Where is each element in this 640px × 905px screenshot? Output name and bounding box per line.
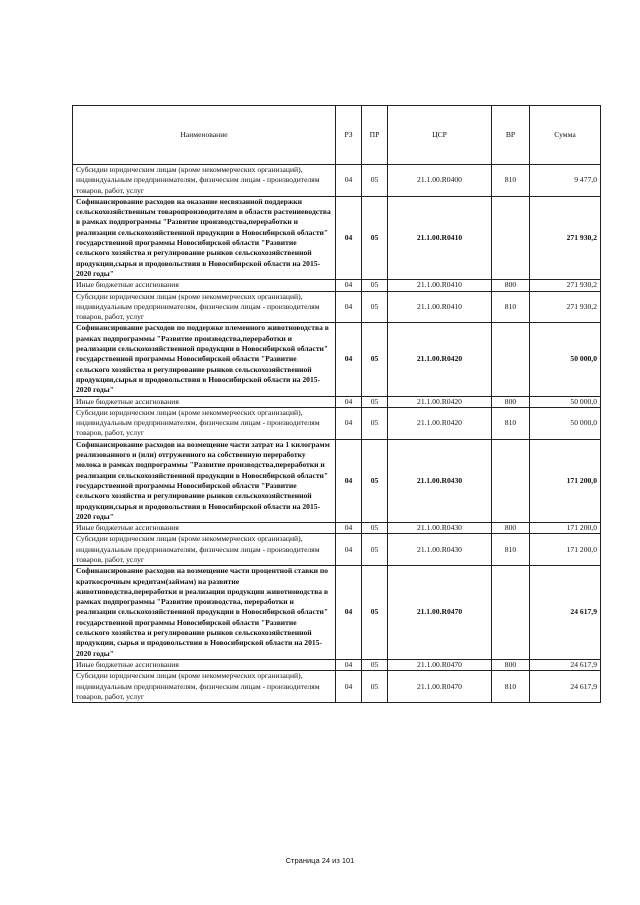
header-sum: Сумма [530, 106, 601, 165]
row-name-cell: Софинансирование расходов на возмещение части процентной ставки по краткосрочным кредитам(займам) на развитие животноводства,переработки и реализации продукции животноводства в рамках подпрограммы "Развитие производства, переработки и реализации сельскохозяйственной продукции в Новосибирской области" государственной программы Новосибирской области "Развитие сельского хозяйства и регулирование рынков сельскохозяйственной продукции, сырья и продовольствия в Новосибирской области на 2015-2020 годы" [73, 566, 336, 660]
row-csr-cell: 21.1.00.R0420 [388, 323, 492, 396]
row-vr-cell: 810 [492, 165, 530, 197]
row-name-cell: Софинансирование расходов по поддержке племенного животноводства в рамках подпрограммы "Развитие производства,переработки и реализации сельскохозяйственной продукции в Новосибирской области" государственной программы Новосибирской области "Развитие сельского хозяйства и регулирование рынков сельскохозяйственной продукции,сырья и продовольствия в Новосибирской области на 2015-2020 годы" [73, 323, 336, 396]
row-rz-cell: 04 [336, 396, 362, 407]
table-row [73, 523, 601, 534]
row-vr-cell: 810 [492, 671, 530, 703]
row-name-cell: Софинансирование расходов на возмещение части затрат на 1 килограмм реализованного и (или) отгруженного на собственную переработку молока в рамках подпрограммы "Развитие производства,переработки и реализации сельскохозяйственной продукции в Новосибирской области" государственной программы Новосибирской области "Развитие сельского хозяйства и регулирование рынков сельскохозяйственной продукции,сырья и продовольствия в Новосибирской области на 2015-2020 годы" [73, 439, 336, 522]
table-row [73, 196, 601, 279]
row-sum-cell: 50 000,0 [530, 396, 601, 407]
table-header-row [73, 106, 601, 165]
row-sum-cell: 171 200,0 [530, 439, 601, 522]
table-row [73, 407, 601, 439]
row-vr-cell: 800 [492, 523, 530, 534]
row-sum-cell: 171 200,0 [530, 523, 601, 534]
header-csr: ЦСР [388, 106, 492, 165]
header-rz: РЗ [336, 106, 362, 165]
row-pr-cell: 05 [362, 671, 388, 703]
row-rz-cell: 04 [336, 523, 362, 534]
row-pr-cell: 05 [362, 523, 388, 534]
table-row [73, 165, 601, 197]
row-rz-cell: 04 [336, 291, 362, 323]
table-row [73, 566, 601, 660]
row-rz-cell: 04 [336, 671, 362, 703]
row-csr-cell: 21.1.00.R0410 [388, 291, 492, 323]
row-name-cell: Субсидии юридическим лицам (кроме некоммерческих организаций), индивидуальным предпринимателям, физическим лицам - производителям товаров, работ, услуг [73, 671, 336, 703]
table-body [73, 106, 601, 703]
table-row [73, 659, 601, 670]
row-pr-cell: 05 [362, 165, 388, 197]
row-sum-cell: 24 617,9 [530, 671, 601, 703]
row-rz-cell: 04 [336, 196, 362, 279]
table-row [73, 323, 601, 396]
row-name-cell: Иные бюджетные ассигнования [73, 659, 336, 670]
row-sum-cell: 50 000,0 [530, 323, 601, 396]
row-pr-cell: 05 [362, 534, 388, 566]
row-vr-cell: 810 [492, 534, 530, 566]
row-pr-cell: 05 [362, 196, 388, 279]
table-row [73, 439, 601, 522]
row-csr-cell: 21.1.00.R0430 [388, 523, 492, 534]
row-csr-cell: 21.1.00.R0400 [388, 165, 492, 197]
row-csr-cell: 21.1.00.R0430 [388, 439, 492, 522]
table-row [73, 534, 601, 566]
row-rz-cell: 04 [336, 280, 362, 291]
row-vr-cell: 800 [492, 280, 530, 291]
budget-table [72, 105, 601, 703]
row-csr-cell: 21.1.00.R0410 [388, 196, 492, 279]
row-sum-cell: 24 617,9 [530, 659, 601, 670]
row-csr-cell: 21.1.00.R0410 [388, 280, 492, 291]
row-vr-cell [492, 439, 530, 522]
row-pr-cell: 05 [362, 396, 388, 407]
row-pr-cell: 05 [362, 323, 388, 396]
row-csr-cell: 21.1.00.R0420 [388, 396, 492, 407]
row-sum-cell: 271 930,2 [530, 280, 601, 291]
row-vr-cell [492, 566, 530, 660]
row-rz-cell: 04 [336, 165, 362, 197]
row-sum-cell: 271 930,2 [530, 196, 601, 279]
row-sum-cell: 271 930,2 [530, 291, 601, 323]
row-pr-cell: 05 [362, 280, 388, 291]
table-row [73, 396, 601, 407]
row-rz-cell: 04 [336, 323, 362, 396]
row-pr-cell: 05 [362, 407, 388, 439]
row-pr-cell: 05 [362, 291, 388, 323]
row-rz-cell: 04 [336, 566, 362, 660]
table-row [73, 291, 601, 323]
page-number: Страница 24 из 101 [285, 856, 355, 865]
row-vr-cell [492, 196, 530, 279]
row-rz-cell: 04 [336, 534, 362, 566]
row-vr-cell: 800 [492, 396, 530, 407]
row-name-cell: Иные бюджетные ассигнования [73, 523, 336, 534]
row-pr-cell: 05 [362, 439, 388, 522]
row-name-cell: Иные бюджетные ассигнования [73, 396, 336, 407]
table-row [73, 671, 601, 703]
row-vr-cell: 810 [492, 291, 530, 323]
table-row [73, 280, 601, 291]
row-csr-cell: 21.1.00.R0470 [388, 671, 492, 703]
row-name-cell: Субсидии юридическим лицам (кроме некоммерческих организаций), индивидуальным предпринимателям, физическим лицам - производителям товаров, работ, услуг [73, 407, 336, 439]
header-name: Наименование [73, 106, 336, 165]
row-vr-cell: 810 [492, 407, 530, 439]
row-rz-cell: 04 [336, 439, 362, 522]
row-sum-cell: 50 000,0 [530, 407, 601, 439]
header-vr: ВР [492, 106, 530, 165]
row-name-cell: Иные бюджетные ассигнования [73, 280, 336, 291]
row-sum-cell: 9 477,0 [530, 165, 601, 197]
row-pr-cell: 05 [362, 566, 388, 660]
row-vr-cell [492, 323, 530, 396]
row-csr-cell: 21.1.00.R0430 [388, 534, 492, 566]
row-vr-cell: 800 [492, 659, 530, 670]
row-name-cell: Субсидии юридическим лицам (кроме некоммерческих организаций), индивидуальным предпринимателям, физическим лицам - производителям товаров, работ, услуг [73, 534, 336, 566]
row-name-cell: Субсидии юридическим лицам (кроме некоммерческих организаций), индивидуальным предпринимателям, физическим лицам - производителям товаров, работ, услуг [73, 165, 336, 197]
row-rz-cell: 04 [336, 407, 362, 439]
row-csr-cell: 21.1.00.R0470 [388, 659, 492, 670]
row-sum-cell: 171 200,0 [530, 534, 601, 566]
row-csr-cell: 21.1.00.R0470 [388, 566, 492, 660]
row-csr-cell: 21.1.00.R0420 [388, 407, 492, 439]
row-pr-cell: 05 [362, 659, 388, 670]
row-name-cell: Софинансирование расходов на оказание несвязанной поддержки сельскохозяйственным товаропроизводителям в области растениеводства в рамках подпрограммы "Развитие производства,переработки и реализации сельскохозяйственной продукции в Новосибирской области" государственной программы Новосибирской области "Развитие сельского хозяйства и регулирование рынков сельскохозяйственной продукции,сырья и продовольствия в Новосибирской области на 2015-2020 годы" [73, 196, 336, 279]
row-rz-cell: 04 [336, 659, 362, 670]
row-name-cell: Субсидии юридическим лицам (кроме некоммерческих организаций), индивидуальным предпринимателям, физическим лицам - производителям товаров, работ, услуг [73, 291, 336, 323]
header-pr: ПР [362, 106, 388, 165]
row-sum-cell: 24 617,9 [530, 566, 601, 660]
